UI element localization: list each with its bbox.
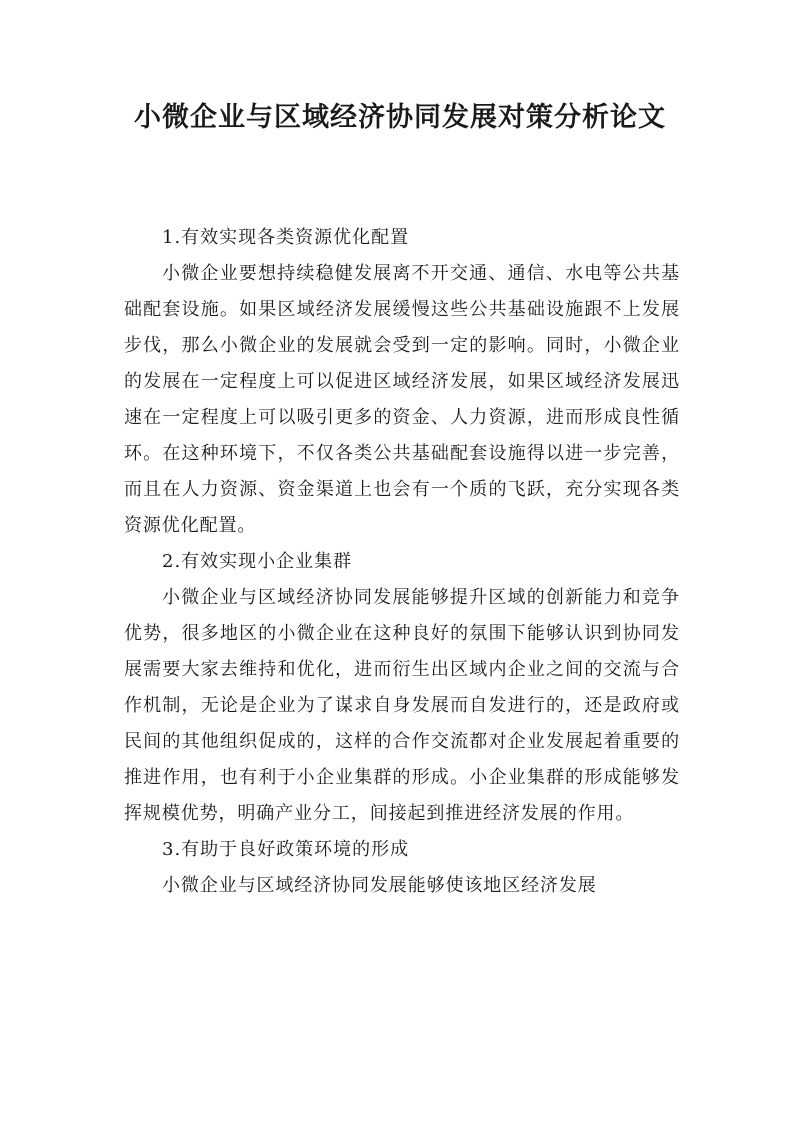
section-heading-3: 3.有助于良好政策环境的形成 xyxy=(162,839,410,860)
section-paragraph-2: 小微企业与区域经济协同发展能够提升区域的创新能力和竞争优势，很多地区的小微企业在这种良好的氛围下能够认识到协同发展需要大家去维持和优化，进而衍生出区域内企业之间的交流与合作机制，无论是企业为了谋求自身发展而自发进行的，还是政府或民间的其他组织促成的，这样的合作交流都对企业发展起着重要的推进作用，也有利于小企业集群的形成。小企业集群的形成能够发挥规模优势，明确产业分工，间接起到推进经济发展的作用。 xyxy=(124,587,680,824)
document-title: 小微企业与区域经济协同发展对策分析论文 xyxy=(134,102,666,133)
section-paragraph-1: 小微企业要想持续稳健发展离不开交通、通信、水电等公共基础配套设施。如果区域经济发展缓慢这些公共基础设施跟不上发展步伐，那么小微企业的发展就会受到一定的影响。同时，小微企业的发展在一定程度上可以促进区域经济发展，如果区域经济发展迅速在一定程度上可以吸引更多的资金、人力资源，进而形成良性循环。在这种环境下，不仅各类公共基础配套设施得以进一步完善，而且在人力资源、资金渠道上也会有一个质的飞跃，充分实现各类资源优化配置。 xyxy=(124,263,680,536)
section-paragraph-3: 小微企业与区域经济协同发展能够使该地区经济发展 xyxy=(162,875,597,896)
document-body xyxy=(124,220,680,904)
section-heading-2: 2.有效实现小企业集群 xyxy=(162,551,353,572)
section-heading-1: 1.有效实现各类资源优化配置 xyxy=(162,227,410,248)
